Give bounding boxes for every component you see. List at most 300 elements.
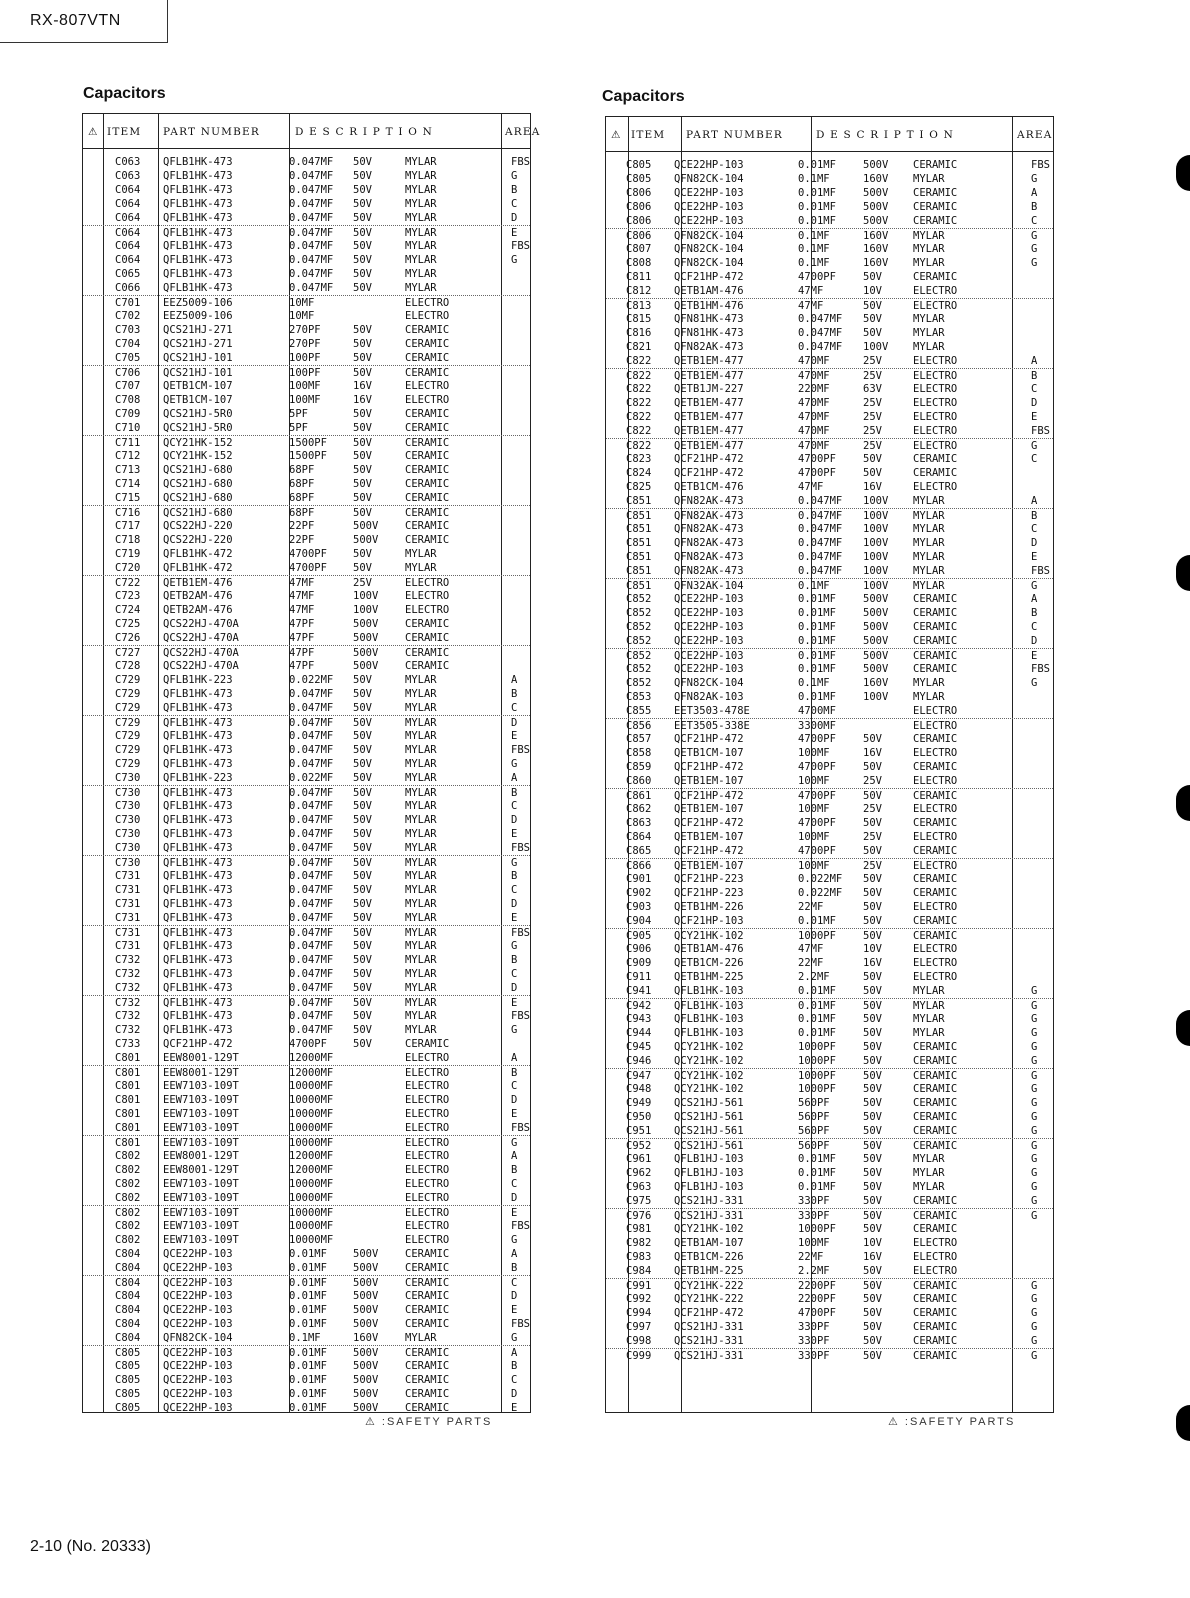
item-no: C731 xyxy=(115,912,141,924)
capacitance: 4700PF xyxy=(798,817,836,829)
item-no: C708 xyxy=(115,394,141,406)
area-code: A xyxy=(511,1052,518,1064)
part-number: QFN82AK-473 xyxy=(674,523,744,535)
table-row xyxy=(606,508,1053,523)
voltage: 500V xyxy=(863,215,889,227)
capacitor-type: CERAMIC xyxy=(913,1335,958,1347)
voltage: 50V xyxy=(863,327,882,339)
capacitance: 10000MF xyxy=(289,1094,334,1106)
capacitance: 330PF xyxy=(798,1210,830,1222)
table-row xyxy=(606,368,1053,383)
voltage: 160V xyxy=(863,243,889,255)
capacitance: 2200PF xyxy=(798,1293,836,1305)
item-no: C719 xyxy=(115,548,141,560)
part-number: QFN81HK-473 xyxy=(674,327,744,339)
voltage: 50V xyxy=(353,717,372,729)
item-no: C851 xyxy=(626,580,652,592)
area-code: G xyxy=(511,170,518,182)
voltage: 500V xyxy=(863,621,889,633)
capacitance: 0.047MF xyxy=(289,912,334,924)
capacitor-type: ELECTRO xyxy=(913,285,958,297)
capacitance: 0.01MF xyxy=(289,1347,327,1359)
capacitance: 12000MF xyxy=(289,1052,334,1064)
table-row xyxy=(83,365,530,380)
item-no: C703 xyxy=(115,324,141,336)
item-no: C731 xyxy=(115,870,141,882)
table-row xyxy=(606,1320,1053,1334)
table-row xyxy=(83,631,530,645)
voltage: 50V xyxy=(863,887,882,899)
part-number: EEW8001-129T xyxy=(163,1067,239,1079)
table-row xyxy=(606,494,1053,508)
area-code: A xyxy=(1031,355,1038,367)
part-number: QETB2AM-476 xyxy=(163,604,233,616)
table-row xyxy=(606,634,1053,648)
capacitance: 100MF xyxy=(798,860,830,872)
table-row xyxy=(606,200,1053,214)
capacitor-type: CERAMIC xyxy=(913,873,958,885)
voltage: 63V xyxy=(863,383,882,395)
item-no: C722 xyxy=(115,577,141,589)
capacitor-type: MYLAR xyxy=(405,282,437,294)
table-row xyxy=(83,1401,530,1415)
part-number: QCY21HK-102 xyxy=(674,1083,744,1095)
part-number: QETB1CM-476 xyxy=(674,481,744,493)
table-row xyxy=(83,211,530,225)
part-number: QETB2AM-476 xyxy=(163,590,233,602)
capacitance: 0.01MF xyxy=(289,1318,327,1330)
item-no: C802 xyxy=(115,1220,141,1232)
capacitance: 0.01MF xyxy=(798,635,836,647)
item-no: C711 xyxy=(115,437,141,449)
binding-mark xyxy=(1176,785,1190,821)
area-code: G xyxy=(1031,1041,1038,1053)
capacitance: 0.01MF xyxy=(798,621,836,633)
area-code: FBS xyxy=(511,1122,530,1134)
capacitance: 0.047MF xyxy=(289,268,334,280)
part-number: QCS21HJ-271 xyxy=(163,338,233,350)
voltage: 50V xyxy=(353,954,372,966)
capacitor-type: CERAMIC xyxy=(913,1280,958,1292)
part-number: QCS21HJ-561 xyxy=(674,1140,744,1152)
area-code: A xyxy=(511,1248,518,1260)
part-number: QCF21HP-472 xyxy=(674,790,744,802)
capacitance: 1000PF xyxy=(798,930,836,942)
item-no: C801 xyxy=(115,1080,141,1092)
capacitance: 2200PF xyxy=(798,1280,836,1292)
table-row xyxy=(83,435,530,450)
part-number: QFLB1HK-103 xyxy=(674,1027,744,1039)
table-row xyxy=(83,1107,530,1121)
item-no: C951 xyxy=(626,1125,652,1137)
item-no: C731 xyxy=(115,927,141,939)
area-code: A xyxy=(1031,593,1038,605)
part-number: QFLB1HK-473 xyxy=(163,282,233,294)
part-number: QFLB1HK-473 xyxy=(163,1024,233,1036)
table-row xyxy=(606,900,1053,914)
item-no: C805 xyxy=(115,1374,141,1386)
area-code: C xyxy=(511,198,518,210)
table-row xyxy=(606,1166,1053,1180)
capacitor-type: CERAMIC xyxy=(913,159,958,171)
area-code: G xyxy=(511,857,518,869)
area-code: G xyxy=(511,758,518,770)
item-no: C983 xyxy=(626,1251,652,1263)
part-number: QCF21HP-472 xyxy=(674,1307,744,1319)
capacitance: 10MF xyxy=(289,310,315,322)
capacitor-type: ELECTRO xyxy=(913,957,958,969)
item-no: C731 xyxy=(115,898,141,910)
capacitor-type: ELECTRO xyxy=(913,1251,958,1263)
area-code: G xyxy=(511,254,518,266)
table-row xyxy=(606,1264,1053,1278)
area-code: D xyxy=(511,814,518,826)
capacitor-type: MYLAR xyxy=(405,227,437,239)
table-row xyxy=(83,421,530,435)
table-row xyxy=(606,746,1053,760)
voltage: 50V xyxy=(353,730,372,742)
part-number: QFLB1HK-473 xyxy=(163,198,233,210)
capacitor-type: CERAMIC xyxy=(913,215,958,227)
item-no: C904 xyxy=(626,915,652,927)
item-no: C804 xyxy=(115,1248,141,1260)
capacitance: 22PF xyxy=(289,520,315,532)
capacitor-type: CERAMIC xyxy=(405,1262,450,1274)
table-row xyxy=(606,592,1053,606)
capacitance: 0.047MF xyxy=(289,688,334,700)
capacitor-type: ELECTRO xyxy=(913,747,958,759)
item-no: C909 xyxy=(626,957,652,969)
part-number: QFN82AK-473 xyxy=(674,551,744,563)
table-row xyxy=(83,379,530,393)
voltage: 50V xyxy=(863,1223,882,1235)
capacitor-type: MYLAR xyxy=(405,184,437,196)
table-row xyxy=(606,522,1053,536)
area-code: C xyxy=(511,1374,518,1386)
left-safety-note: ⚠ :SAFETY PARTS xyxy=(365,1416,493,1428)
capacitance: 0.01MF xyxy=(798,159,836,171)
table-row xyxy=(606,1096,1053,1110)
capacitance: 1500PF xyxy=(289,450,327,462)
capacitor-type: CERAMIC xyxy=(913,1125,958,1137)
capacitance: 220MF xyxy=(798,383,830,395)
area-code: A xyxy=(511,674,518,686)
item-no: C963 xyxy=(626,1181,652,1193)
table-row xyxy=(83,1261,530,1275)
part-number: QFN82CK-104 xyxy=(674,243,744,255)
capacitor-type: ELECTRO xyxy=(405,297,450,309)
item-no: C948 xyxy=(626,1083,652,1095)
capacitor-type: MYLAR xyxy=(405,968,437,980)
capacitor-type: CERAMIC xyxy=(405,338,450,350)
capacitance: 4700PF xyxy=(798,453,836,465)
item-no: C911 xyxy=(626,971,652,983)
table-row xyxy=(83,337,530,351)
table-row xyxy=(606,1348,1053,1363)
item-no: C732 xyxy=(115,1010,141,1022)
capacitor-type: MYLAR xyxy=(405,772,437,784)
item-no: C822 xyxy=(626,397,652,409)
capacitor-type: CERAMIC xyxy=(405,408,450,420)
voltage: 50V xyxy=(353,562,372,574)
capacitor-type: CERAMIC xyxy=(405,437,450,449)
voltage: 10V xyxy=(863,1237,882,1249)
item-no: C729 xyxy=(115,758,141,770)
part-number: QCE22HP-103 xyxy=(674,607,744,619)
part-number: QFN82CK-104 xyxy=(163,1332,233,1344)
table-row xyxy=(606,1250,1053,1264)
voltage: 50V xyxy=(863,901,882,913)
capacitance: 0.047MF xyxy=(289,758,334,770)
part-number: QCS21HJ-331 xyxy=(674,1210,744,1222)
table-row xyxy=(83,449,530,463)
capacitance: 560PF xyxy=(798,1140,830,1152)
capacitance: 270PF xyxy=(289,338,321,350)
capacitor-type: CERAMIC xyxy=(913,201,958,213)
table-row xyxy=(83,505,530,520)
area-code: G xyxy=(1031,1070,1038,1082)
item-no: C806 xyxy=(626,215,652,227)
voltage: 50V xyxy=(353,1010,372,1022)
capacitor-type: MYLAR xyxy=(405,562,437,574)
part-number: QCS21HJ-561 xyxy=(674,1125,744,1137)
table-row xyxy=(83,1009,530,1023)
part-number: QCE22HP-103 xyxy=(674,635,744,647)
table-row xyxy=(83,785,530,800)
capacitance: 0.022MF xyxy=(798,873,843,885)
part-number: QCE22HP-103 xyxy=(674,159,744,171)
item-no: C064 xyxy=(115,198,141,210)
capacitor-type: MYLAR xyxy=(913,243,945,255)
area-code: G xyxy=(1031,1125,1038,1137)
item-no: C805 xyxy=(115,1402,141,1414)
item-no: C903 xyxy=(626,901,652,913)
capacitance: 0.01MF xyxy=(798,593,836,605)
capacitance: 0.01MF xyxy=(289,1388,327,1400)
part-number: QCF21HP-103 xyxy=(674,915,744,927)
voltage: 50V xyxy=(353,997,372,1009)
part-number: EEW7103-109T xyxy=(163,1207,239,1219)
part-number: QCS21HJ-680 xyxy=(163,478,233,490)
item-no: C902 xyxy=(626,887,652,899)
capacitance: 330PF xyxy=(798,1335,830,1347)
item-no: C805 xyxy=(115,1347,141,1359)
capacitor-type: MYLAR xyxy=(405,870,437,882)
capacitor-type: ELECTRO xyxy=(405,1150,450,1162)
binding-mark xyxy=(1176,1405,1190,1441)
voltage: 50V xyxy=(353,940,372,952)
part-number: QFLB1HK-473 xyxy=(163,758,233,770)
item-no: C950 xyxy=(626,1111,652,1123)
voltage: 500V xyxy=(353,618,379,630)
capacitance: 100MF xyxy=(798,803,830,815)
capacitor-type: MYLAR xyxy=(913,230,945,242)
capacitance: 47PF xyxy=(289,647,315,659)
capacitance: 5PF xyxy=(289,408,308,420)
capacitor-type: MYLAR xyxy=(405,1332,437,1344)
capacitance: 0.01MF xyxy=(798,691,836,703)
part-number: QFN82AK-473 xyxy=(674,537,744,549)
capacitance: 330PF xyxy=(798,1350,830,1362)
part-number: QFLB1HK-473 xyxy=(163,744,233,756)
capacitance: 0.01MF xyxy=(798,215,836,227)
part-number: EEW7103-109T xyxy=(163,1192,239,1204)
part-number: QETB1EM-477 xyxy=(674,355,744,367)
capacitance: 0.047MF xyxy=(798,537,843,549)
table-row xyxy=(83,729,530,743)
voltage: 50V xyxy=(353,688,372,700)
table-row xyxy=(83,981,530,995)
table-row xyxy=(606,1026,1053,1040)
capacitance: 4700PF xyxy=(798,733,836,745)
table-row xyxy=(606,858,1053,873)
voltage: 160V xyxy=(863,257,889,269)
capacitor-type: ELECTRO xyxy=(405,310,450,322)
item-no: C701 xyxy=(115,297,141,309)
capacitor-type: MYLAR xyxy=(405,198,437,210)
item-no: C997 xyxy=(626,1321,652,1333)
part-number: QFLB1HJ-103 xyxy=(674,1153,744,1165)
table-row xyxy=(606,466,1053,480)
capacitor-type: ELECTRO xyxy=(405,1137,450,1149)
voltage: 50V xyxy=(863,1125,882,1137)
table-row xyxy=(83,253,530,267)
part-number: QCS22HJ-470A xyxy=(163,647,239,659)
part-number: QCF21HP-223 xyxy=(674,887,744,899)
item-no: C851 xyxy=(626,551,652,563)
capacitor-type: CERAMIC xyxy=(913,887,958,899)
part-number: QCY21HK-222 xyxy=(674,1280,744,1292)
area-code: G xyxy=(1031,1335,1038,1347)
capacitance: 560PF xyxy=(798,1111,830,1123)
item-no: C802 xyxy=(115,1164,141,1176)
table-row xyxy=(606,536,1053,550)
area-code: B xyxy=(511,688,518,700)
part-number: QFLB1HJ-103 xyxy=(674,1167,744,1179)
table-row xyxy=(606,1334,1053,1348)
capacitor-type: ELECTRO xyxy=(913,1265,958,1277)
capacitance: 1000PF xyxy=(798,1041,836,1053)
table-row xyxy=(606,550,1053,564)
voltage: 160V xyxy=(863,677,889,689)
capacitor-type: CERAMIC xyxy=(405,422,450,434)
capacitance: 10000MF xyxy=(289,1108,334,1120)
voltage: 50V xyxy=(353,437,372,449)
item-no: C807 xyxy=(626,243,652,255)
voltage: 50V xyxy=(353,324,372,336)
capacitance: 0.047MF xyxy=(289,814,334,826)
capacitance: 0.047MF xyxy=(289,997,334,1009)
voltage: 50V xyxy=(863,313,882,325)
area-code: G xyxy=(1031,677,1038,689)
capacitance: 0.01MF xyxy=(798,1153,836,1165)
area-code: D xyxy=(511,982,518,994)
voltage: 50V xyxy=(863,733,882,745)
voltage: 50V xyxy=(863,1280,882,1292)
area-code: D xyxy=(511,212,518,224)
table-row xyxy=(606,354,1053,368)
table-row xyxy=(83,1163,530,1177)
capacitance: 560PF xyxy=(798,1125,830,1137)
table-row xyxy=(83,1233,530,1247)
area-code: G xyxy=(1031,1153,1038,1165)
part-number: EEZ5009-106 xyxy=(163,310,233,322)
part-number: QFN82AK-473 xyxy=(674,341,744,353)
capacitance: 0.01MF xyxy=(289,1248,327,1260)
description-col-header: D E S C R I P T I O N xyxy=(295,126,433,138)
item-no: C729 xyxy=(115,688,141,700)
capacitance: 0.047MF xyxy=(289,170,334,182)
capacitance: 68PF xyxy=(289,464,315,476)
item-no: C729 xyxy=(115,730,141,742)
part-number: QCS21HJ-5R0 xyxy=(163,408,233,420)
capacitance: 0.01MF xyxy=(798,663,836,675)
capacitance: 0.047MF xyxy=(289,884,334,896)
capacitance: 22MF xyxy=(798,1251,824,1263)
table-row xyxy=(83,883,530,897)
capacitance: 47MF xyxy=(798,300,824,312)
voltage: 16V xyxy=(353,394,372,406)
voltage: 500V xyxy=(863,663,889,675)
capacitor-type: CERAMIC xyxy=(913,187,958,199)
voltage: 50V xyxy=(353,884,372,896)
item-no: C063 xyxy=(115,170,141,182)
item-no: C729 xyxy=(115,717,141,729)
capacitance: 100PF xyxy=(289,367,321,379)
table-row xyxy=(83,589,530,603)
part-number: QETB1HM-225 xyxy=(674,1265,744,1277)
voltage: 500V xyxy=(353,1388,379,1400)
item-no: C976 xyxy=(626,1210,652,1222)
item-no: C724 xyxy=(115,604,141,616)
part-number: QFN82CK-104 xyxy=(674,230,744,242)
capacitance: 0.01MF xyxy=(798,1167,836,1179)
capacitor-type: CERAMIC xyxy=(913,271,958,283)
area-code: FBS xyxy=(1031,565,1050,577)
voltage: 500V xyxy=(863,187,889,199)
table-row xyxy=(606,172,1053,186)
part-number: QFLB1HK-473 xyxy=(163,184,233,196)
item-no: C822 xyxy=(626,411,652,423)
table-row xyxy=(83,757,530,771)
capacitor-type: ELECTRO xyxy=(913,860,958,872)
table-row xyxy=(606,816,1053,830)
capacitance: 0.047MF xyxy=(289,954,334,966)
voltage: 50V xyxy=(353,254,372,266)
item-no: C851 xyxy=(626,495,652,507)
voltage: 50V xyxy=(353,198,372,210)
capacitor-type: MYLAR xyxy=(405,254,437,266)
capacitor-type: CERAMIC xyxy=(913,467,958,479)
table-row xyxy=(606,886,1053,900)
item-no: C861 xyxy=(626,790,652,802)
item-no: C715 xyxy=(115,492,141,504)
capacitance: 4700PF xyxy=(289,1038,327,1050)
table-row xyxy=(83,323,530,337)
voltage: 50V xyxy=(353,227,372,239)
capacitor-type: CERAMIC xyxy=(913,593,958,605)
capacitor-type: MYLAR xyxy=(405,730,437,742)
voltage: 50V xyxy=(353,800,372,812)
table-row xyxy=(606,998,1053,1013)
table-row xyxy=(606,1054,1053,1068)
capacitance: 4700PF xyxy=(798,467,836,479)
capacitor-type: MYLAR xyxy=(913,495,945,507)
table-row xyxy=(606,1306,1053,1320)
item-no: C943 xyxy=(626,1013,652,1025)
capacitor-type: MYLAR xyxy=(913,1013,945,1025)
capacitor-type: MYLAR xyxy=(405,982,437,994)
